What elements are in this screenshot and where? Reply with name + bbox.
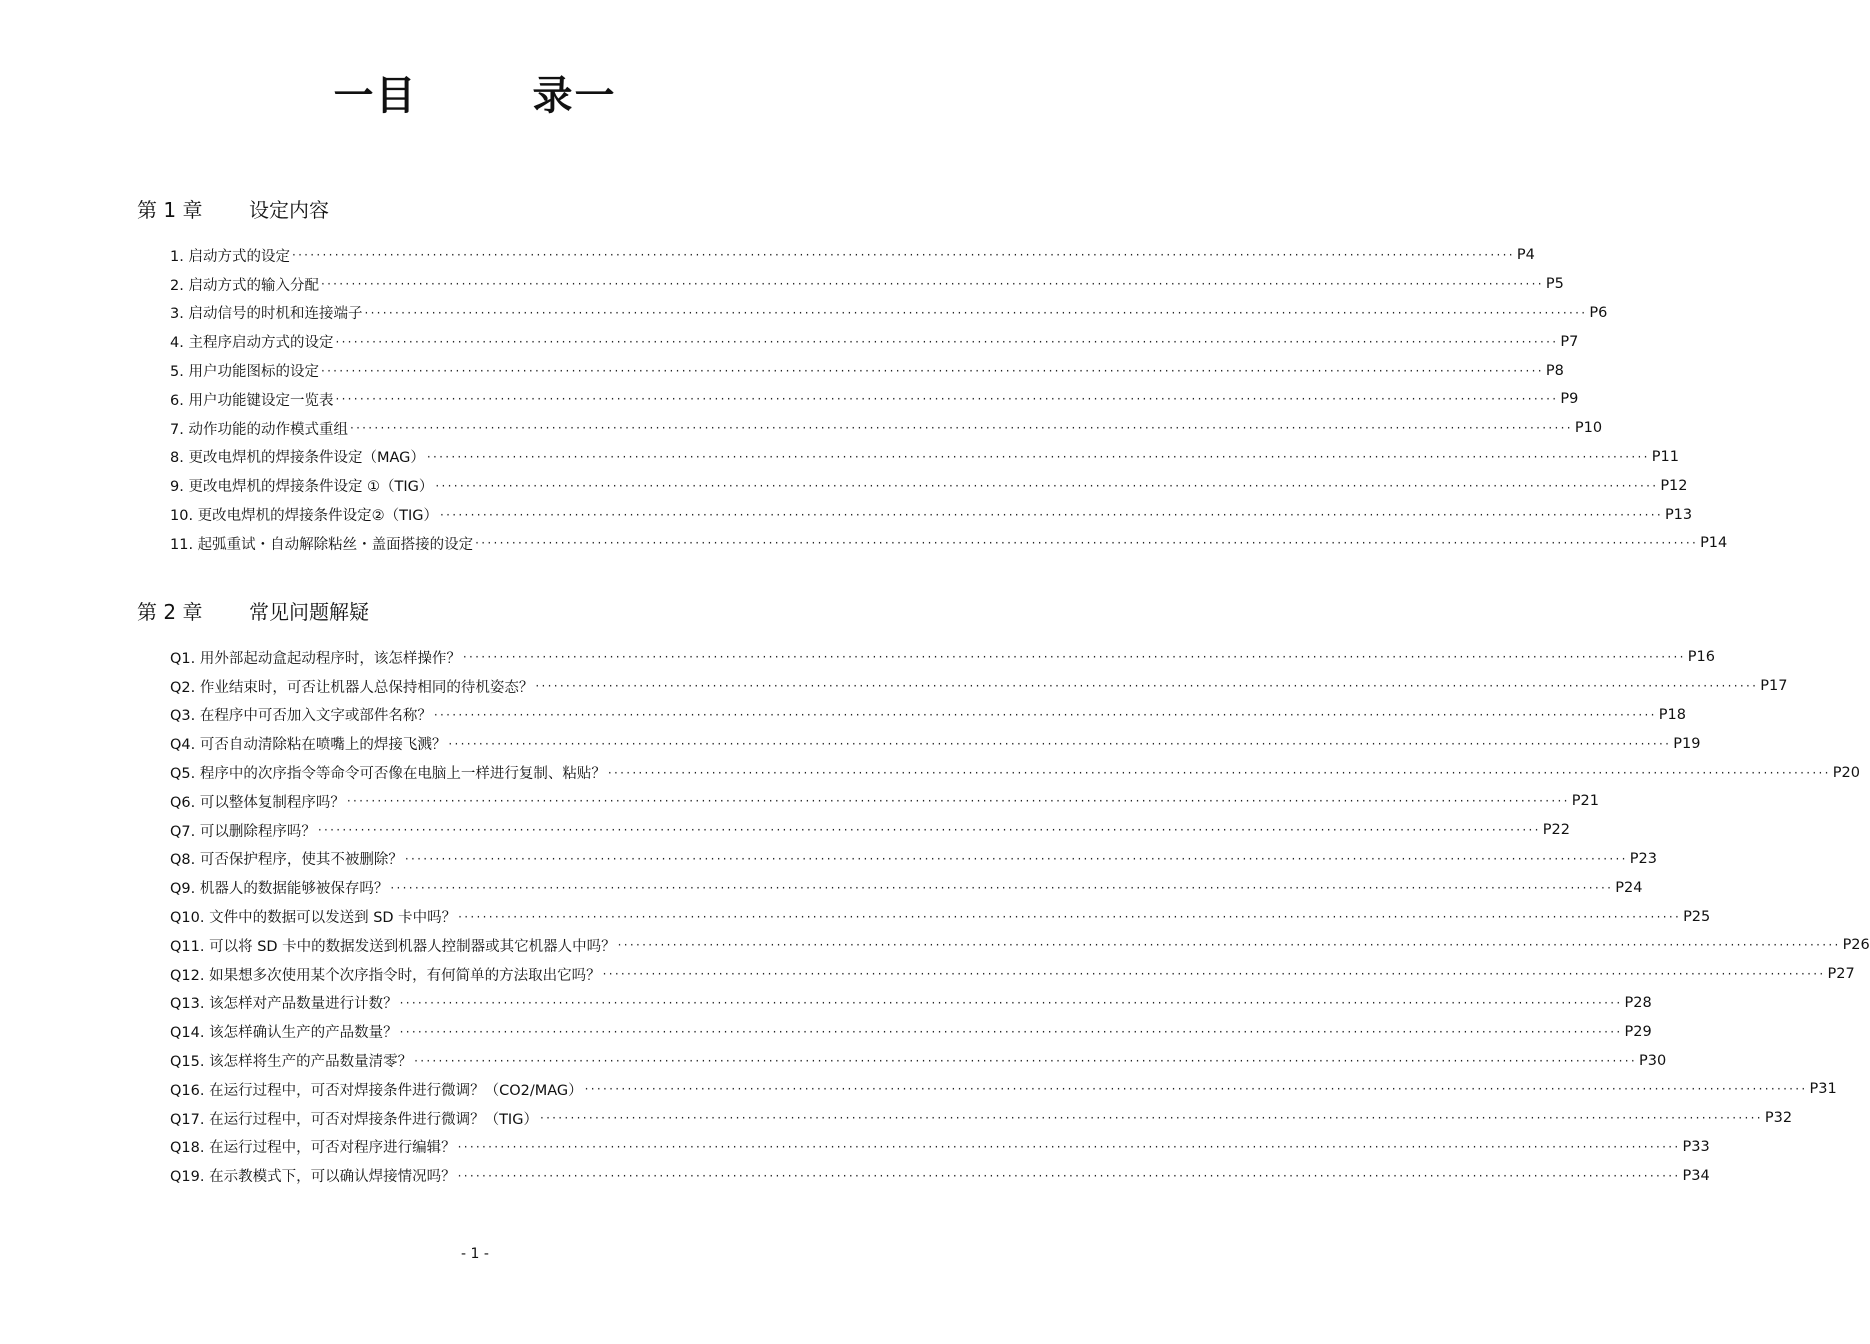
toc-entry[interactable] xyxy=(170,989,1652,1018)
dot-leader: ········································································································································································································ xyxy=(364,305,1588,320)
toc-entry[interactable] xyxy=(170,1075,1837,1104)
toc-entry[interactable] xyxy=(170,758,1860,787)
toc-entry-text: Q10. 文件中的数据可以发送到 SD 卡中吗？ xyxy=(170,910,457,927)
dot-leader: ········································································································································································································ xyxy=(320,277,1544,292)
toc-entry[interactable] xyxy=(170,500,1693,529)
dot-leader: ········································································································································································································ xyxy=(457,1139,1681,1154)
toc-entry[interactable] xyxy=(170,1161,1710,1190)
toc-entry[interactable] xyxy=(170,471,1688,500)
toc-entry[interactable] xyxy=(170,299,1608,328)
chapter-1-heading xyxy=(137,194,329,223)
dot-leader: ········································································································································································································ xyxy=(346,794,1570,809)
dot-leader: ········································································································································································································ xyxy=(317,823,1541,838)
toc-entry[interactable] xyxy=(170,414,1603,443)
toc-entry-page: P32 xyxy=(1764,1110,1793,1127)
toc-entry-page: P30 xyxy=(1638,1052,1667,1069)
toc-entry-text: Q1. 用外部起动盒起动程序时，该怎样操作？ xyxy=(170,650,461,667)
toc-entry[interactable] xyxy=(170,529,1728,558)
page-number: - 1 - xyxy=(461,1246,489,1262)
toc-entry-page: P23 xyxy=(1629,850,1657,867)
toc-entry-page: P24 xyxy=(1615,879,1643,896)
dot-leader: ········································································································································································································ xyxy=(448,736,1672,751)
toc-entry-page: P26 xyxy=(1842,937,1870,954)
dot-leader: ········································································································································································································ xyxy=(335,392,1559,407)
title-left: 一目 xyxy=(333,73,418,119)
toc-entry-page: P27 xyxy=(1827,966,1855,983)
chapter-2-heading xyxy=(137,596,369,625)
toc-entry[interactable] xyxy=(170,787,1599,816)
toc-entry[interactable] xyxy=(170,902,1711,931)
toc-entry-page: P8 xyxy=(1545,362,1564,379)
dot-leader: ········································································································································································································ xyxy=(607,765,1831,780)
toc-entry-page: P19 xyxy=(1673,735,1701,752)
toc-entry-page: P22 xyxy=(1542,822,1570,839)
toc-entry-page: P29 xyxy=(1624,1023,1652,1040)
toc-entry-text: 6. 用户功能键设定一览表 xyxy=(170,392,334,409)
chapter-2-toc xyxy=(170,643,1870,1190)
chapter-number: 第 2 章 xyxy=(137,600,203,624)
toc-entry-page: P12 xyxy=(1660,477,1688,494)
toc-entry-text: 11. 起弧重试・自动解除粘丝・盖面搭接的设定 xyxy=(170,536,474,553)
toc-entry-page: P18 xyxy=(1658,706,1686,723)
toc-entry-text: Q11. 可以将 SD 卡中的数据发送到机器人控制器或其它机器人中吗？ xyxy=(170,938,616,955)
toc-entry[interactable] xyxy=(170,873,1643,902)
toc-entry-page: P21 xyxy=(1571,793,1599,810)
toc-entry[interactable] xyxy=(170,960,1855,989)
toc-entry-text: Q3. 在程序中可否加入文字或部件名称？ xyxy=(170,708,432,725)
toc-entry-text: Q4. 可否自动清除粘在喷嘴上的焊接飞溅？ xyxy=(170,737,447,754)
toc-entry-page: P10 xyxy=(1574,420,1603,437)
toc-entry-text: Q13. 该怎样对产品数量进行计数？ xyxy=(170,996,398,1013)
dot-leader: ········································································································································································································ xyxy=(535,679,1759,694)
toc-entry-text: Q15. 该怎样将生产的产品数量清零？ xyxy=(170,1054,413,1071)
toc-entry[interactable] xyxy=(170,672,1788,701)
toc-entry-text: 8. 更改电焊机的焊接条件设定（MAG） xyxy=(170,450,425,467)
dot-leader: ········································································································································································································ xyxy=(435,478,1659,493)
toc-entry-text: Q18. 在运行过程中，可否对程序进行编辑？ xyxy=(170,1140,456,1157)
toc-entry[interactable] xyxy=(170,729,1701,758)
dot-leader: ········································································································································································································ xyxy=(433,707,1657,722)
toc-entry[interactable] xyxy=(170,643,1715,672)
toc-entry-page: P7 xyxy=(1560,333,1579,350)
toc-entry-text: Q6. 可以整体复制程序吗？ xyxy=(170,794,345,811)
dot-leader: ········································································································································································································ xyxy=(335,334,1559,349)
dot-leader: ········································································································································································································ xyxy=(320,363,1544,378)
toc-entry[interactable] xyxy=(170,385,1579,414)
dot-leader: ········································································································································································································ xyxy=(399,1024,1623,1039)
toc-entry[interactable] xyxy=(170,845,1657,874)
title-right: 录一 xyxy=(532,73,617,119)
toc-entry-page: P16 xyxy=(1687,649,1715,666)
toc-entry-text: 3. 启动信号的时机和连接端子 xyxy=(170,306,363,323)
dot-leader: ········································································································································································································ xyxy=(617,938,1841,953)
chapter-name: 设定内容 xyxy=(249,198,329,222)
toc-entry-text: Q17. 在运行过程中，可否对焊接条件进行微调？（TIG） xyxy=(170,1111,538,1128)
toc-entry-text: Q9. 机器人的数据能够被保存吗？ xyxy=(170,881,389,898)
page-title xyxy=(0,64,950,121)
toc-entry-text: 5. 用户功能图标的设定 xyxy=(170,364,319,381)
toc-entry-page: P28 xyxy=(1624,994,1652,1011)
dot-leader: ········································································································································································································ xyxy=(457,1168,1681,1183)
dot-leader: ········································································································································································································ xyxy=(462,650,1686,665)
toc-entry[interactable] xyxy=(170,1046,1667,1075)
toc-entry-text: Q2. 作业结束时，可否让机器人总保持相同的待机姿态？ xyxy=(170,679,534,696)
toc-entry[interactable] xyxy=(170,1017,1652,1046)
dot-leader: ········································································································································································································ xyxy=(404,851,1628,866)
chapter-number: 第 1 章 xyxy=(137,198,203,222)
toc-entry-text: 1. 启动方式的设定 xyxy=(170,248,290,265)
toc-entry-text: 2. 启动方式的输入分配 xyxy=(170,277,319,294)
toc-entry[interactable] xyxy=(170,816,1570,845)
toc-entry-page: P9 xyxy=(1560,391,1579,408)
toc-entry-text: Q12. 如果想多次使用某个次序指令时，有何简单的方法取出它吗？ xyxy=(170,967,601,984)
toc-entry[interactable] xyxy=(170,327,1579,356)
dot-leader: ········································································································································································································ xyxy=(602,967,1826,982)
toc-entry[interactable] xyxy=(170,443,1679,472)
dot-leader: ········································································································································································································ xyxy=(426,449,1650,464)
dot-leader: ········································································································································································································ xyxy=(349,421,1573,436)
toc-entry-page: P4 xyxy=(1516,247,1535,264)
toc-entry[interactable] xyxy=(170,241,1535,270)
toc-entry-text: 4. 主程序启动方式的设定 xyxy=(170,335,334,352)
toc-entry-page: P31 xyxy=(1809,1081,1837,1098)
toc-entry-page: P6 xyxy=(1589,304,1608,321)
toc-entry-page: P33 xyxy=(1682,1138,1710,1155)
toc-entry-page: P25 xyxy=(1683,908,1711,925)
toc-entry-text: 9. 更改电焊机的焊接条件设定 ①（TIG） xyxy=(170,479,434,496)
toc-entry-text: Q5. 程序中的次序指令等命令可否像在电脑上一样进行复制、粘贴？ xyxy=(170,766,606,783)
toc-entry-text: Q19. 在示教模式下，可以确认焊接情况吗？ xyxy=(170,1169,456,1186)
toc-entry-page: P13 xyxy=(1664,506,1693,523)
toc-entry-text: Q8. 可否保护程序，使其不被删除？ xyxy=(170,852,403,869)
toc-entry-page: P5 xyxy=(1545,276,1564,293)
chapter-name: 常见问题解疑 xyxy=(249,600,369,624)
dot-leader: ········································································································································································································ xyxy=(440,507,1663,522)
toc-entry[interactable] xyxy=(170,1133,1710,1162)
toc-entry-page: P17 xyxy=(1760,678,1788,695)
toc-entry-text: 10. 更改电焊机的焊接条件设定②（TIG） xyxy=(170,508,439,525)
toc-entry[interactable] xyxy=(170,701,1686,730)
toc-entry-text: Q14. 该怎样确认生产的产品数量？ xyxy=(170,1025,398,1042)
toc-entry-text: Q7. 可以删除程序吗？ xyxy=(170,823,316,840)
dot-leader: ········································································································································································································ xyxy=(390,880,1614,895)
toc-entry-page: P34 xyxy=(1682,1167,1710,1184)
dot-leader: ········································································································································································································ xyxy=(539,1111,1763,1126)
dot-leader: ········································································································································································································ xyxy=(584,1082,1808,1097)
chapter-1-toc xyxy=(170,241,1728,558)
toc-entry[interactable] xyxy=(170,270,1564,299)
toc-entry-page: P20 xyxy=(1832,764,1860,781)
dot-leader: ········································································································································································································ xyxy=(414,1053,1637,1068)
toc-entry-page: P14 xyxy=(1700,535,1728,552)
toc-entry[interactable] xyxy=(170,356,1564,385)
toc-entry-text: Q16. 在运行过程中，可否对焊接条件进行微调？（CO2/MAG） xyxy=(170,1082,583,1099)
toc-entry-page: P11 xyxy=(1651,448,1679,465)
dot-leader: ········································································································································································································ xyxy=(475,536,1699,551)
toc-entry[interactable] xyxy=(170,931,1870,960)
dot-leader: ········································································································································································································ xyxy=(399,995,1623,1010)
dot-leader: ········································································································································································································ xyxy=(291,248,1515,263)
dot-leader: ········································································································································································································ xyxy=(458,909,1682,924)
toc-entry-text: 7. 动作功能的动作模式重组 xyxy=(170,421,348,438)
toc-entry[interactable] xyxy=(170,1104,1793,1133)
